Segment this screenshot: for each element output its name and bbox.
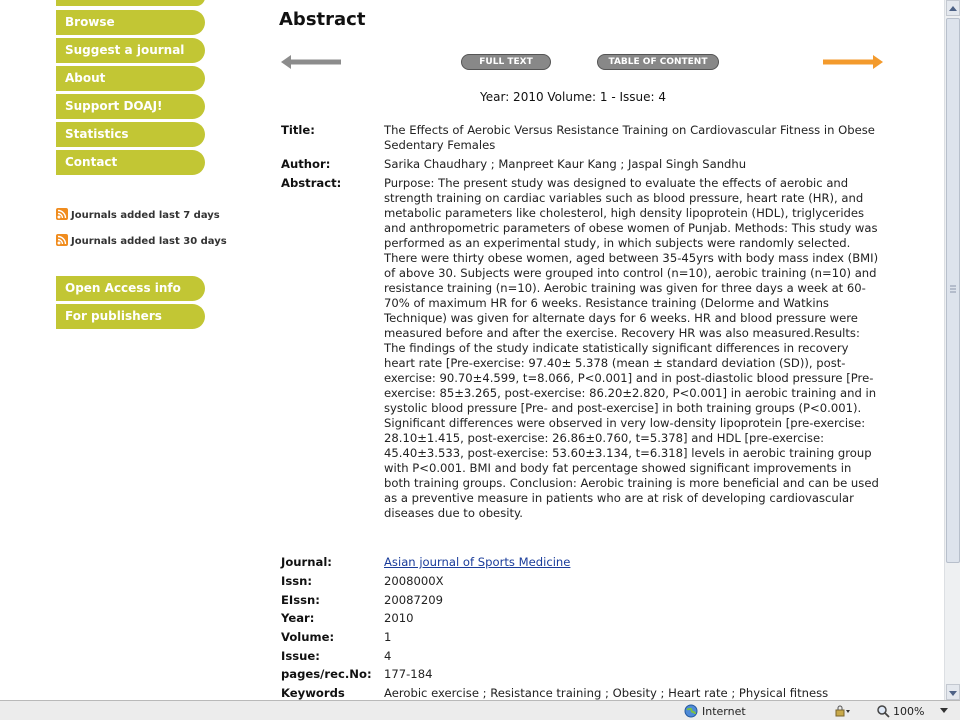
nav-item-statistics[interactable]: Statistics [56, 122, 205, 147]
security-zone-label: Internet [702, 705, 746, 718]
feed-link-label: Journals added last 7 days [71, 210, 220, 221]
nav-item-support-doaj[interactable]: Support DOAJ! [56, 94, 205, 119]
security-zone[interactable] [684, 704, 746, 718]
year-value: 2010 [384, 611, 414, 625]
nav-item-browse[interactable]: Browse [56, 10, 205, 35]
pages-value: 177-184 [384, 667, 433, 681]
scroll-down-icon [947, 686, 959, 700]
globe-icon [684, 704, 698, 718]
pages-label: pages/rec.No: [281, 667, 372, 681]
volume-value: 1 [384, 630, 392, 644]
issn-label: Issn: [281, 574, 313, 588]
abstract-text: Purpose: The present study was designed to evaluate the effects of aerobic and strength training on cardiac variables such as blood pressure, heart rate (HR), and metabolic parameters like cholesterol, high density lipoprotein (HDL), triglycerides and anthropometric parameters of obese women of Punjab. Methods: This study was performed as an experimental study, in which subjects were randomly selected. There were thirty obese women, aged between 35-45yrs with body mass index (BMI) of above 30. Subjects were grouped into control (n=10), aerobic training (n=10) and resistance training (n=10). Aerobic training was given for three days a week at 60-70% of maximum HR for 6 weeks. Resistance training (Delorme and Watkins Technique) was given for alternate days for 6 weeks. HR and blood pressure were measured before and after the exercise. Recovery HR was also measured.Results: The findings of the study indicate statistically significant differences in recovery heart rate [Pre-exercise: 97.40± 5.378 (mean ± standard deviation (SD)), post-exercise: 90.70±4.599, t=8.066, P<0.001] and in post-diastolic blood pressure [Pre-exercise: 85±3.265, post-exercise: 86.20±2.820, P<0.001] in aerobic training and in systolic blood pressure [Pre- and post-exercise] in both training groups (P<0.001). Significant differences were observed in very low-density lipoprotein [pre-exercise: 28.10±1.415, post-exercise: 26.86±0.760, t=5.378] and HDL [pre-exercise: 45.40±3.533, post-exercise: 53.60±3.134, t=6.318] levels in aerobic training group with P<0.001. BMI and body fat percentage showed significant improvements in both training groups. Conclusion: Aerobic training is more beneficial and can be used as a preventive measure in patients who are at risk of developing cardiovascular diseases due to obesity. [384, 176, 879, 520]
journal-value [384, 555, 879, 570]
scroll-up-button[interactable] [946, 0, 960, 16]
author-label: Author: [281, 157, 331, 171]
nav-item-about[interactable]: About [56, 66, 205, 91]
page-title: Abstract [279, 9, 366, 30]
journal-label: Journal: [281, 555, 332, 569]
abstract-label: Abstract: [281, 176, 342, 190]
issn-value: 2008000X [384, 574, 444, 588]
article-title: The Effects of Aerobic Versus Resistance Training on Cardiovascular Fitness in Obese Sedentary Females [384, 123, 875, 152]
forward-arrow-icon[interactable] [821, 55, 883, 69]
protected-mode-icon[interactable] [834, 704, 850, 718]
zoom-icon [876, 704, 890, 718]
year-label: Year: [281, 611, 315, 625]
vertical-scrollbar[interactable] [944, 0, 960, 700]
status-bar [0, 700, 960, 720]
table-of-content-button[interactable]: TABLE OF CONTENT [597, 54, 719, 70]
keywords-value: Aerobic exercise ; Resistance training ; Obesity ; Heart rate ; Physical fitness [384, 686, 829, 700]
title-label: Title: [281, 123, 315, 137]
nav-item-for-publishers[interactable]: For publishers [56, 304, 205, 329]
eissn-value: 20087209 [384, 593, 444, 607]
grip-icon [947, 284, 959, 294]
journal-link[interactable]: Asian journal of Sports Medicine [384, 555, 571, 569]
author-list: Sarika Chaudhary ; Manpreet Kaur Kang ; Jaspal Singh Sandhu [384, 157, 747, 171]
issue-info: Year: 2010 Volume: 1 - Issue: 4 [480, 90, 667, 104]
nav-item-contact[interactable]: Contact [56, 150, 205, 175]
nav-item-open-access-info[interactable]: Open Access info [56, 276, 205, 301]
zoom-level: 100% [893, 705, 925, 718]
volume-label: Volume: [281, 630, 335, 644]
issue-label: Issue: [281, 649, 320, 663]
back-arrow-icon[interactable] [281, 55, 343, 69]
feed-link-label: Journals added last 30 days [71, 236, 227, 247]
full-text-button[interactable]: FULL TEXT [461, 54, 551, 70]
chevron-down-icon [940, 708, 948, 714]
scroll-up-icon [947, 2, 959, 16]
scroll-down-button[interactable] [946, 684, 960, 700]
keywords-label: Keywords [281, 686, 345, 700]
nav-item-suggest-journal[interactable]: Suggest a journal [56, 38, 205, 63]
issue-value: 4 [384, 649, 392, 663]
eissn-label: EIssn: [281, 593, 320, 607]
scroll-thumb[interactable] [946, 18, 960, 563]
zoom-control[interactable] [876, 704, 948, 718]
